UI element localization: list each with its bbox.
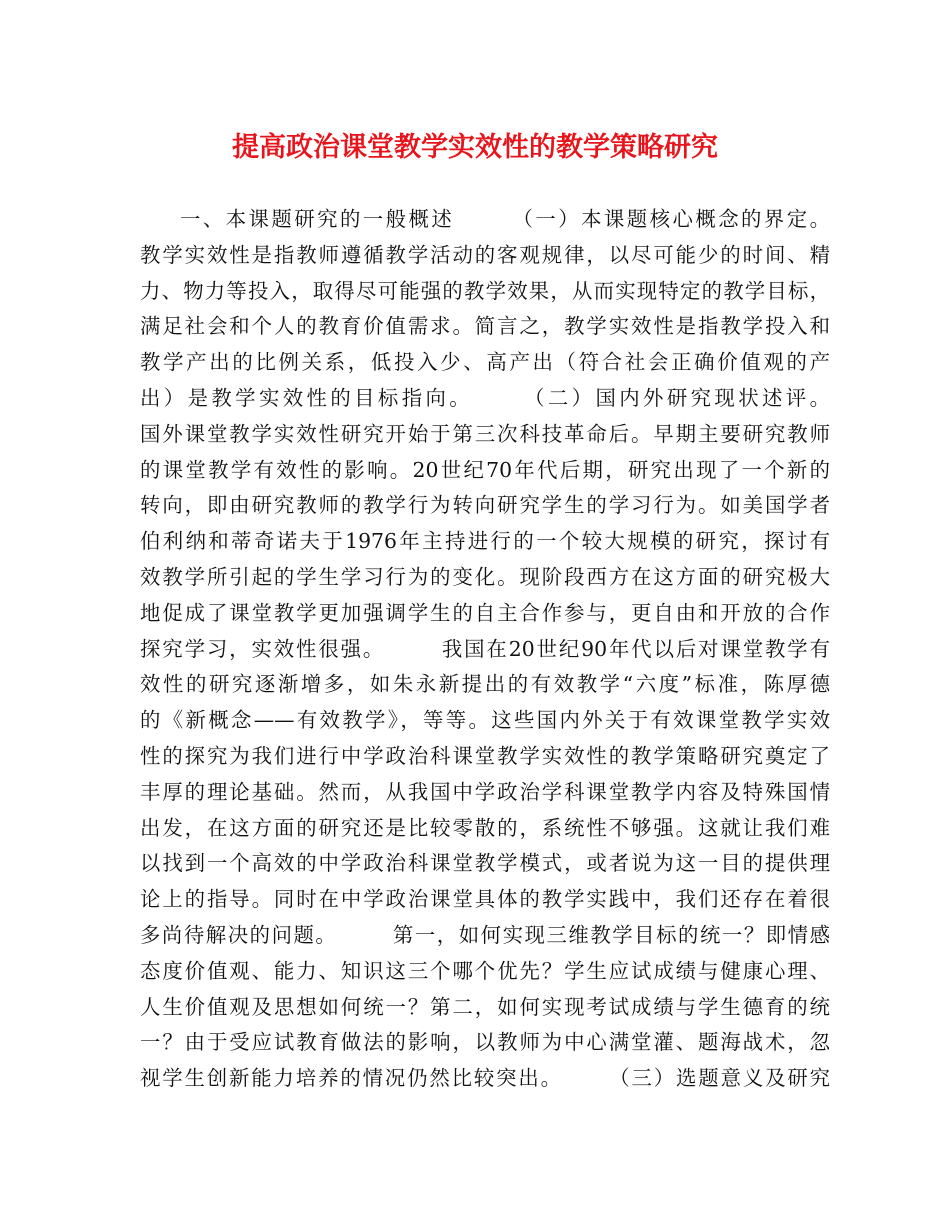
paragraph-line: 丰厚的理论基础。然而，从我国中学政治学科课堂教学内容及特殊国情	[140, 779, 830, 804]
paragraph-line: 态度价值观、能力、知识这三个哪个优先？学生应试成绩与健康心理、	[140, 958, 830, 983]
paragraph-line: 以找到一个高效的中学政治科课堂教学模式，或者说为这一目的提供理	[140, 851, 830, 876]
paragraph-line: 性的探究为我们进行中学政治科课堂教学实效性的教学策略研究奠定了	[140, 743, 830, 768]
paragraph-line: 教学产出的比例关系，低投入少、高产出（符合社会正确价值观的产	[140, 350, 830, 375]
paragraph-line: 教学实效性是指教师遵循教学活动的客观规律，以尽可能少的时间、精	[140, 242, 830, 267]
paragraph-line: 伯利纳和蒂奇诺夫于1976年主持进行的一个较大规模的研究，探讨有	[140, 529, 830, 554]
paragraph-line: 出）是教学实效性的目标指向。 （二）国内外研究现状述评。	[140, 385, 830, 410]
paragraph-line: 效性的研究逐渐增多，如朱永新提出的有效教学“六度”标准，陈厚德	[140, 672, 830, 697]
paragraph-line: 转向，即由研究教师的教学行为转向研究学生的学习行为。如美国学者	[140, 493, 830, 518]
paragraph-line: 国外课堂教学实效性研究开始于第三次科技革命后。早期主要研究教师	[140, 421, 830, 446]
paragraph-line: 的课堂教学有效性的影响。20世纪70年代后期，研究出现了一个新的	[140, 457, 830, 482]
paragraph-line: 地促成了课堂教学更加强调学生的自主合作参与，更自由和开放的合作	[140, 600, 830, 625]
paragraph-line: 视学生创新能力培养的情况仍然比较突出。 （三）选题意义及研究	[140, 1066, 830, 1091]
document-body	[140, 202, 830, 1097]
paragraph-line: 力、物力等投入，取得尽可能强的教学效果，从而实现特定的教学目标，	[140, 278, 830, 303]
paragraph-line: 人生价值观及思想如何统一？第二，如何实现考试成绩与学生德育的统	[140, 994, 830, 1019]
paragraph-line: 一？由于受应试教育做法的影响，以教师为中心满堂灌、题海战术，忽	[140, 1030, 830, 1055]
paragraph-line: 满足社会和个人的教育价值需求。简言之，教学实效性是指教学投入和	[140, 314, 830, 339]
paragraph-line: 的《新概念——有效教学》，等等。这些国内外关于有效课堂教学实效	[140, 708, 830, 733]
paragraph-line: 探究学习，实效性很强。 我国在20世纪90年代以后对课堂教学有	[140, 636, 830, 661]
paragraph-line: 出发，在这方面的研究还是比较零散的，系统性不够强。这就让我们难	[140, 815, 830, 840]
paragraph-line: 论上的指导。同时在中学政治课堂具体的教学实践中，我们还存在着很	[140, 887, 830, 912]
paragraph-line: 多尚待解决的问题。 第一，如何实现三维教学目标的统一？即情感	[140, 922, 830, 947]
paragraph-line: 效教学所引起的学生学习行为的变化。现阶段西方在这方面的研究极大	[140, 564, 830, 589]
document-title: 提高政治课堂教学实效性的教学策略研究	[232, 132, 718, 163]
paragraph-line: 一、本课题研究的一般概述 （一）本课题核心概念的界定。	[180, 207, 830, 231]
